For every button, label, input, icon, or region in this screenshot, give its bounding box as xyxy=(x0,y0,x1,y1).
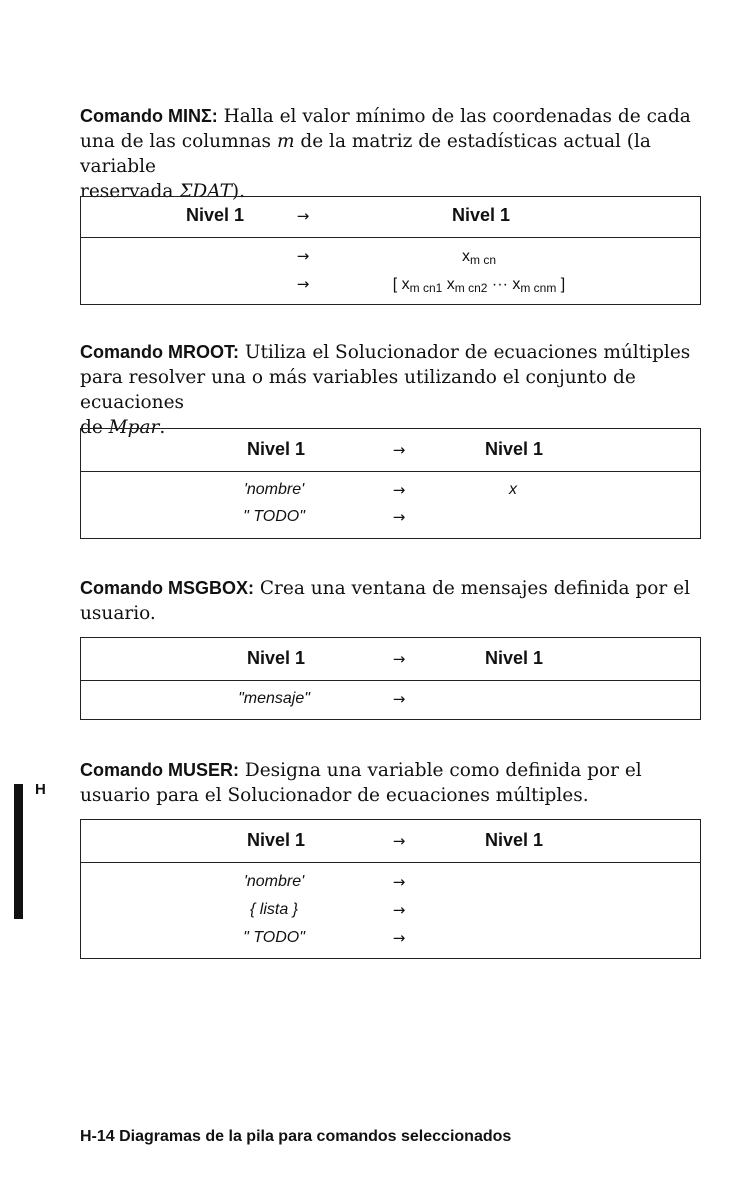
header-arrow: → xyxy=(392,650,406,668)
command-name: Comando MINΣ: xyxy=(80,106,218,126)
row-result: [ xm cn1 xm cn2 ··· xm cnm ] xyxy=(392,276,566,295)
page-footer: H-14 Diagramas de la pila para comandos seleccionados xyxy=(80,1128,512,1145)
stack-diagram-table xyxy=(80,428,701,539)
row-result: x xyxy=(509,481,517,498)
paragraph-min-sigma: Comando MINΣ: Halla el valor mínimo de las coordenadas de cada una de las columnas m de la matriz de estadísticas actual (la variable reservada ΣDAT). xyxy=(80,106,691,202)
command-name: Comando MSGBOX: xyxy=(80,578,254,598)
stack-diagram-table xyxy=(80,637,701,720)
row-arrow: → xyxy=(392,929,406,947)
row-arrow: → xyxy=(392,690,406,708)
stack-diagram-table xyxy=(80,819,701,959)
row-argument: 'nombre' xyxy=(243,873,305,890)
header-level-out: Nivel 1 xyxy=(484,830,544,850)
command-name: Comando MUSER: xyxy=(80,760,239,780)
section-tab-bar xyxy=(14,784,23,919)
row-arrow: → xyxy=(296,275,310,293)
row-arrow: → xyxy=(392,481,406,499)
paragraph-mroot: Comando MROOT: Utiliza el Solucionador de ecuaciones múltiples para resolver una o más variables utilizando el conjunto de ecuaciones de Mpar. xyxy=(80,342,691,438)
header-level-out: Nivel 1 xyxy=(484,648,544,668)
section-tab-letter: H xyxy=(35,781,46,798)
row-arrow: → xyxy=(392,873,406,891)
row-arrow: → xyxy=(392,901,406,919)
header-arrow: → xyxy=(392,441,406,459)
table-header xyxy=(81,429,700,472)
table-header xyxy=(81,638,700,681)
header-arrow: → xyxy=(392,832,406,850)
row-argument: " TODO" xyxy=(243,929,305,946)
header-level-out: Nivel 1 xyxy=(451,205,511,225)
paragraph-muser: Comando MUSER: Designa una variable como definida por el usuario para el Solucionador de ecuaciones múltiples. xyxy=(80,760,642,806)
header-level-in: Nivel 1 xyxy=(246,830,306,850)
table-header xyxy=(81,820,700,863)
row-argument: { lista } xyxy=(249,901,299,918)
row-argument: 'nombre' xyxy=(243,481,305,498)
row-argument: "mensaje" xyxy=(238,690,310,707)
header-level-out: Nivel 1 xyxy=(484,439,544,459)
stack-diagram-table xyxy=(80,196,701,305)
row-argument: " TODO" xyxy=(243,508,305,525)
row-arrow: → xyxy=(392,508,406,526)
header-level-in: Nivel 1 xyxy=(246,648,306,668)
header-arrow: → xyxy=(296,207,310,225)
header-level-in: Nivel 1 xyxy=(185,205,245,225)
header-level-in: Nivel 1 xyxy=(246,439,306,459)
command-name: Comando MROOT: xyxy=(80,342,239,362)
table-header xyxy=(81,197,700,238)
row-result: xm cn xyxy=(461,248,497,267)
paragraph-msgbox: Comando MSGBOX: Crea una ventana de mensajes definida por el usuario. xyxy=(80,578,691,624)
row-arrow: → xyxy=(296,247,310,265)
